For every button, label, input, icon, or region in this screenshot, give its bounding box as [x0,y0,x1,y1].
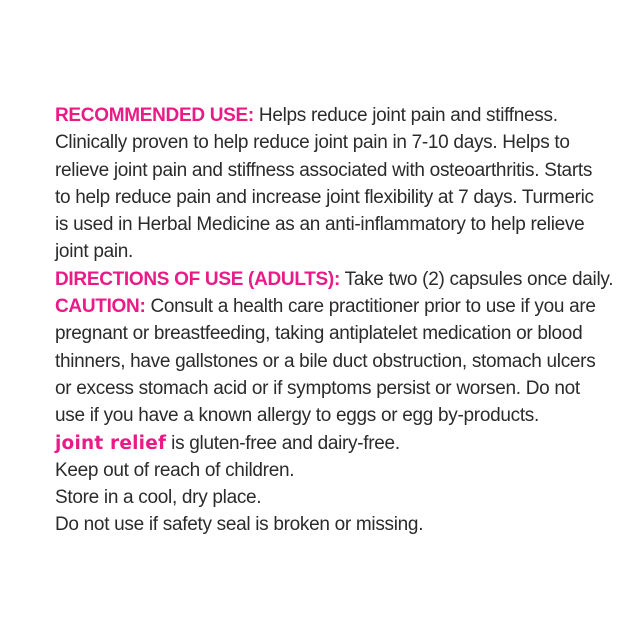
label-line-text: to help reduce pain and increase joint flexibility at 7 days. Turmeric [55,186,594,208]
section-heading-caution: CAUTION: [55,296,146,318]
section-heading-recommended-use: RECOMMENDED USE: [55,105,254,126]
label-line-text: Do not use if safety seal is broken or missing. [55,514,424,536]
label-line [55,293,615,320]
label-line [55,102,615,129]
label-line [55,457,615,484]
label-line-text: use if you have a known allergy to eggs or egg by-products. [55,405,539,427]
label-line-text: or excess stomach acid or if symptoms persist or worsen. Do not [55,377,580,399]
label-line [55,430,615,457]
label-line-text: pregnant or breastfeeding, taking antiplatelet medication or blood [55,323,583,345]
label-line-text: Take two (2) capsules once daily. [339,268,614,290]
label-line-text: Clinically proven to help reduce joint pain in 7-10 days. Helps to [55,132,570,154]
label-line [55,511,615,538]
label-line-text: joint pain. [55,241,134,263]
label-line-text: Helps reduce joint pain and stiffness. [253,105,558,126]
section-heading-directions-of-use: DIRECTIONS OF USE (ADULTS): [55,268,340,290]
label-line-text: thinners, have gallstones or a bile duct obstruction, stomach ulcers [55,350,596,372]
label-line [55,238,615,265]
label-line-text: Store in a cool, dry place. [55,487,262,509]
label-line [55,348,615,375]
label-line-text: Keep out of reach of children. [55,459,295,481]
product-label-text-panel [55,102,615,539]
label-line-text: is gluten-free and dairy-free. [166,432,400,454]
label-line-text: Consult a health care practitioner prior to use if you are [145,296,596,318]
label-line [55,129,615,156]
label-line [55,157,615,184]
label-line [55,402,615,429]
label-line-text: relieve joint pain and stiffness associated with osteoarthritis. Starts [55,159,593,181]
label-line-text: is used in Herbal Medicine as an anti-inflammatory to help relieve [55,214,585,236]
label-line [55,320,615,347]
label-line [55,484,615,511]
label-line [55,375,615,402]
label-line [55,266,615,293]
label-line [55,211,615,238]
label-line [55,184,615,211]
brand-name-joint-relief: joint relief [55,432,167,454]
